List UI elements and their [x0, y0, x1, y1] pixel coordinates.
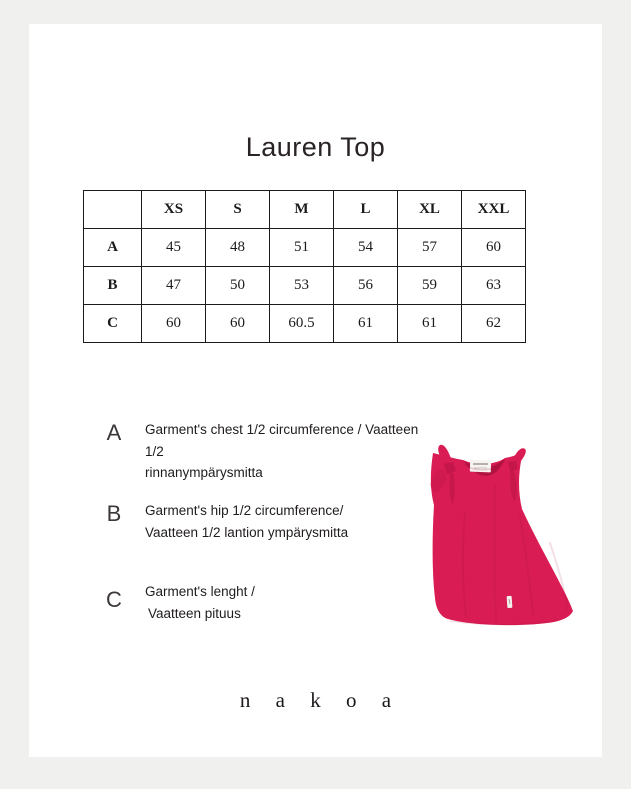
cell-c-s: 60	[206, 305, 270, 343]
legend-letter-b: B	[106, 501, 122, 526]
row-label-b: B	[84, 267, 142, 305]
cell-c-m: 60.5	[270, 305, 334, 343]
legend-c-line2: Vaatteen pituus	[148, 605, 241, 621]
cell-a-xl: 57	[398, 229, 462, 267]
cell-a-s: 48	[206, 229, 270, 267]
legend-text-c	[145, 581, 440, 624]
col-header-l: L	[334, 191, 398, 229]
brand-logo: n a k o a	[239, 688, 402, 712]
cell-c-xs: 60	[142, 305, 206, 343]
col-header-xs: XS	[142, 191, 206, 229]
cell-b-m: 53	[270, 267, 334, 305]
legend-row-a	[99, 419, 440, 484]
legend-letter-c: C	[106, 587, 122, 612]
legend-letter-a: A	[106, 420, 122, 445]
cell-a-m: 51	[270, 229, 334, 267]
cell-c-l: 61	[334, 305, 398, 343]
legend-row-c	[99, 581, 440, 624]
legend-b-line2: Vaatteen 1/2 lantion ympärysmitta	[145, 524, 349, 540]
legend-text-a	[145, 419, 440, 484]
cell-c-xl: 61	[398, 305, 462, 343]
legend-a-line2: rinnanympärysmitta	[145, 465, 263, 480]
col-header-xxl: XXL	[462, 191, 526, 229]
cell-b-s: 50	[206, 267, 270, 305]
legend-text-b	[145, 500, 440, 543]
table-row-b	[84, 267, 526, 305]
size-table	[83, 190, 526, 343]
size-table-header-row	[84, 191, 526, 229]
cell-b-l: 56	[334, 267, 398, 305]
cell-b-xl: 59	[398, 267, 462, 305]
cell-a-l: 54	[334, 229, 398, 267]
cell-a-xxl: 60	[462, 229, 526, 267]
product-photo	[410, 438, 610, 633]
cell-c-xxl: 62	[462, 305, 526, 343]
corner-cell	[84, 191, 142, 229]
size-guide-card	[29, 24, 602, 757]
col-header-xl: XL	[398, 191, 462, 229]
legend-c-line1: Garment's lenght /	[145, 584, 255, 599]
legend-b-line1: Garment's hip 1/2 circumference/	[145, 503, 344, 518]
cell-b-xs: 47	[142, 267, 206, 305]
legend-a-line1: Garment's chest 1/2 circumference / Vaatteen 1/2	[145, 422, 419, 459]
table-row-c	[84, 305, 526, 343]
cell-b-xxl: 63	[462, 267, 526, 305]
legend-row-b	[99, 500, 440, 543]
col-header-s: S	[206, 191, 270, 229]
row-label-a: A	[84, 229, 142, 267]
table-row-a	[84, 229, 526, 267]
row-label-c: C	[84, 305, 142, 343]
page-title: Lauren Top	[245, 132, 386, 162]
cell-a-xs: 45	[142, 229, 206, 267]
col-header-m: M	[270, 191, 334, 229]
